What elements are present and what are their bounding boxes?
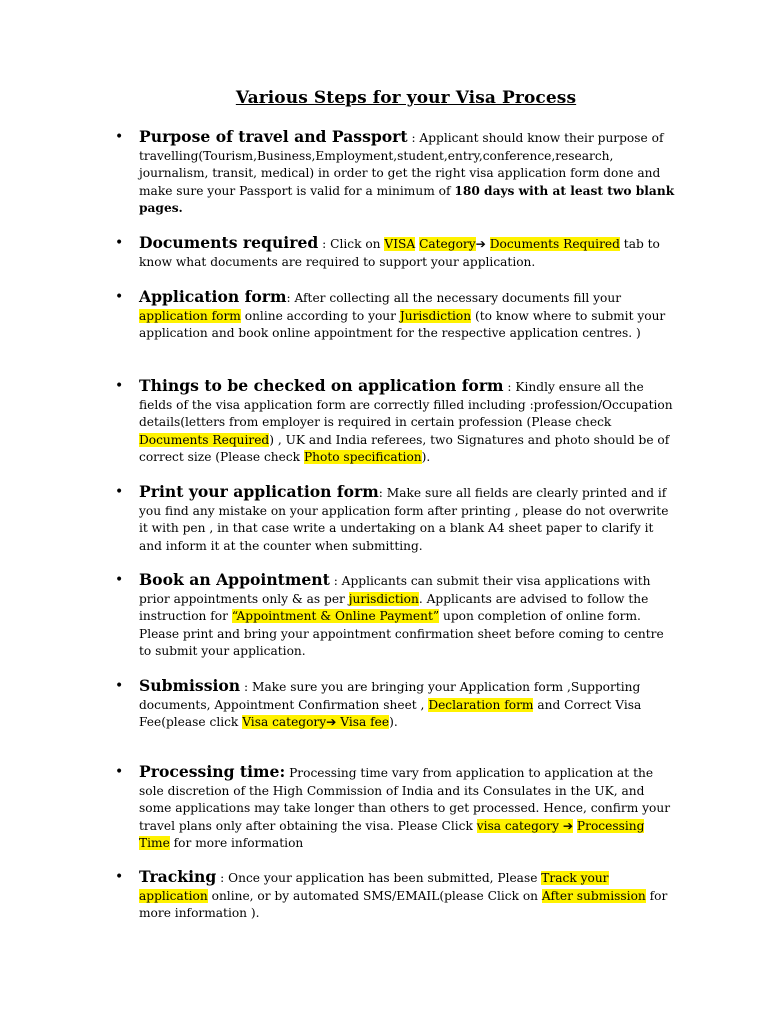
item-text: ) , UK and India referees, two Signatures and photo should be of correct size (Please check	[139, 432, 670, 464]
jurisdiction-link[interactable]: jurisdiction	[348, 591, 419, 606]
list-item	[115, 762, 679, 853]
list-item	[115, 482, 679, 555]
bullet-icon: •	[115, 289, 124, 305]
item-text: . Applicants are advised to follow the instruction for	[139, 591, 649, 623]
item-heading: Book an Appointment	[139, 570, 330, 589]
item-text: : Click on	[318, 237, 385, 251]
item-text: : Applicant should know their purpose of travelling(Tourism,Business,Employment,student,entry,conference,research, journalism, transit, medical) in order to get the right visa application form done and make sure your Passport is valid for a minimum of	[139, 131, 664, 198]
item-text: upon completion of online form. Please print and bring your appointment confirmation sheet before coming to centre to submit your application.	[139, 609, 664, 658]
item-heading: Application form	[139, 287, 287, 306]
item-text: and Correct Visa Fee(please click	[139, 697, 642, 729]
bullet-icon: •	[115, 764, 124, 780]
item-text: ).	[421, 450, 431, 464]
item-text: : Once your application has been submitted, Please	[216, 871, 542, 885]
item-heading: Purpose of travel and Passport	[139, 127, 408, 146]
list-item	[115, 867, 679, 923]
item-bold-text: 180 days with at least two blank pages.	[139, 183, 675, 215]
documents-required-link[interactable]: Documents Required	[489, 237, 620, 251]
item-text: (to know where to submit your application and book online appointment for the respective application centres. )	[139, 308, 666, 340]
page-title: Various Steps for your Visa Process	[235, 88, 577, 108]
bullet-icon: •	[115, 869, 124, 885]
item-heading: Processing time:	[139, 762, 286, 781]
bullet-icon: •	[115, 678, 124, 694]
item-text: ).	[389, 715, 398, 729]
arrow-right-icon: ➔	[475, 237, 486, 251]
list-item	[115, 570, 679, 661]
item-text: : After collecting all the necessary documents fill your	[286, 291, 622, 305]
item-text: online according to your	[240, 308, 400, 323]
item-heading: Things to be checked on application form	[139, 376, 504, 395]
visa-fee-link[interactable]: Visa fee	[336, 715, 390, 729]
item-text: : Make sure all fields are clearly printed and if you find any mistake on your application form after printing , please do not overwrite it with pen , in that case write a undertaking on a blank A4 sheet paper to clarify it and inform it at the counter when submitting.	[139, 486, 669, 553]
list-item	[115, 287, 679, 343]
item-text: : Make sure you are bringing your Application form ,Supporting documents, Appointment Confirmation sheet ,	[139, 680, 641, 712]
list-item	[115, 233, 679, 271]
item-text: tab to know what documents are required to support your application.	[139, 237, 660, 269]
bullet-icon: •	[115, 235, 124, 251]
declaration-form-link[interactable]: Declaration form	[428, 697, 534, 712]
appointment-payment-link[interactable]: “Appointment & Online Payment”	[231, 609, 440, 623]
category-link[interactable]: Category	[419, 237, 476, 251]
item-heading: Documents required	[139, 233, 319, 252]
item-heading: Tracking	[139, 867, 217, 886]
visa-link[interactable]: VISA	[384, 237, 416, 251]
item-text: : Applicants can submit their visa applications with prior appointments only & as per	[139, 574, 651, 606]
processing-time-link[interactable]: Processing Time	[139, 818, 645, 850]
item-heading: Submission	[139, 676, 241, 695]
bullet-icon: •	[115, 572, 124, 588]
after-submission-link[interactable]: After submission	[541, 888, 646, 903]
arrow-right-icon: ➔	[326, 715, 337, 729]
list-item	[115, 376, 679, 467]
visa-category-link[interactable]: Visa category	[242, 715, 327, 729]
item-text: online, or by automated SMS/EMAIL(please Click on	[207, 888, 542, 903]
arrow-right-icon: ➔	[562, 818, 574, 833]
bullet-icon: •	[115, 484, 124, 500]
list-item	[115, 676, 679, 732]
documents-required-link[interactable]: Documents Required	[139, 432, 270, 447]
item-text: for more information ).	[139, 888, 668, 920]
application-form-link[interactable]: application form	[139, 308, 241, 323]
item-text: Processing time vary from application to application at the sole discretion of the High Commission of India and its Consulates in the UK, and some applications may take longer than others to get processed. Hence, confirm your travel plans only after obtaining the visa. Please Click	[139, 766, 671, 833]
list-item	[115, 127, 679, 218]
jurisdiction-link[interactable]: Jurisdiction	[399, 308, 472, 323]
item-text: : Kindly ensure all the fields of the visa application form are correctly filled including :profession/Occupation details(letters from employer is required in certain profession (Please check	[139, 380, 673, 429]
item-heading: Print your application form	[139, 482, 379, 501]
item-text: for more information	[169, 836, 304, 850]
photo-specification-link[interactable]: Photo specification	[303, 450, 422, 464]
bullet-icon: •	[115, 378, 124, 394]
visa-category-link[interactable]: visa category	[476, 818, 563, 833]
bullet-icon: •	[115, 129, 124, 145]
track-application-link[interactable]: Track your application	[139, 871, 609, 903]
